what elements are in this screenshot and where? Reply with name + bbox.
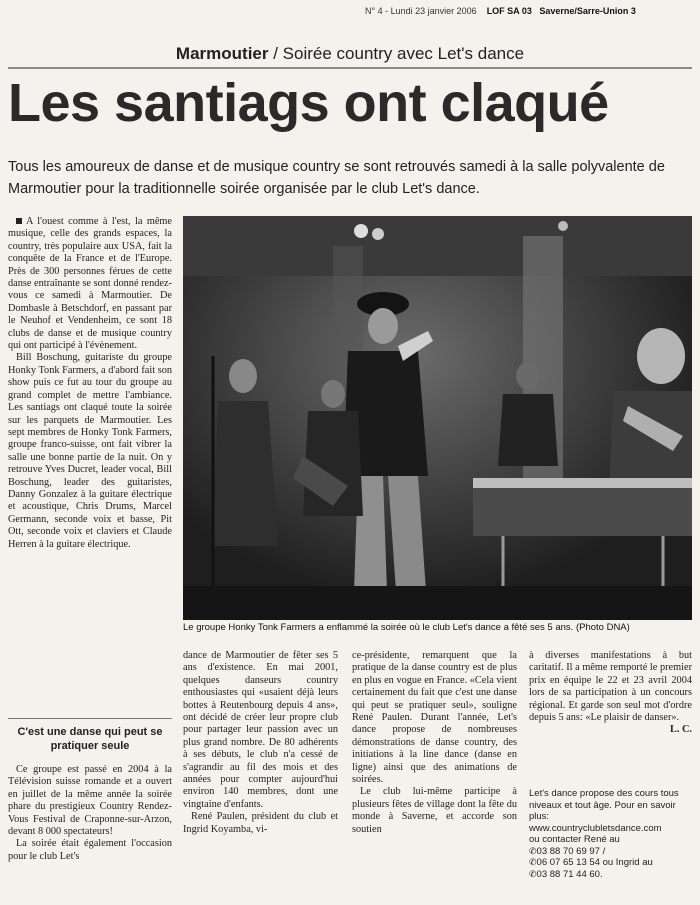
edition-code: LOF SA 03 bbox=[486, 6, 532, 16]
kicker bbox=[0, 44, 700, 64]
paragraph: à diverses manifestations à but caritatif. Il a même remporté le premier prix en équipe le 22 et 23 avril 2004 lors de sa participation à un concours régional. Et garde son seul mot d'ordre depuis 5 ans: «Le plaisir de danser». bbox=[529, 650, 692, 724]
article-column-4 bbox=[529, 650, 692, 737]
paragraph: Ce groupe est passé en 2004 à la Télévision suisse romande et a ouvert en juillet de la même année la soirée phare du prestigieux Country Rendez-Vous Festival de Craponne-sur-Arzon, devant 8 000 spectateurs! bbox=[8, 764, 172, 838]
article-column-3 bbox=[352, 650, 517, 836]
paragraph bbox=[8, 216, 172, 352]
phone-icon: ✆ bbox=[529, 868, 537, 879]
subheading-block bbox=[8, 718, 172, 763]
paragraph: René Paulen, président du club et Ingrid Koyamba, vi- bbox=[183, 811, 338, 835]
lead-paragraph: Tous les amoureux de danse et de musique country se sont retrouvés samedi à la salle polyvalente de Marmoutier pour la traditionnelle soirée organisée par le club Let's dance. bbox=[8, 159, 665, 197]
paragraph: Bill Boschung, guitariste du groupe Honky Tonk Farmers, a d'abord fait son show puis ce fut au tour du groupe au grand complet de mettre l'ambiance. Les santiags ont claqué toute la soirée sur les parquets de Marmoutier. Les sept membres de Honky Tonk Farmers, groupe franco-suisse, ont fait vibrer la salle une bonne partie de la nuit. On y retrouve Yves Ducret, leader vocal, Bill Boschung, leader des guitaristes, Danny Gonzalez à la guitare électrique et acoustique, Chris Drums, Marcel Germann, seconde voix et basse, Pit Ott, seconde voix et claviers et Claude Herren à la guitare électrique. bbox=[8, 352, 172, 550]
section-name: Saverne/Sarre-Union 3 bbox=[539, 6, 636, 16]
phone-line bbox=[529, 857, 692, 869]
subheading: C'est une danse qui peut se pratiquer seule bbox=[17, 726, 163, 752]
phone-icon: ✆ bbox=[529, 845, 537, 856]
issue-date: N° 4 - Lundi 23 janvier 2006 bbox=[365, 6, 477, 16]
article-column-2 bbox=[183, 650, 338, 836]
article-column-1-continued bbox=[8, 764, 172, 863]
paragraph: ce-présidente, remarquent que la pratique de la danse country est de plus en plus en vogue en France. «Cela vient certainement du fait que c'est une danse qui peut se pratiquer seul», souligne René Paulen. Durant l'année, Let's dance propose de nombreuses démonstrations de danse country, des initiations à la line dance (danse en ligne) ainsi que des animations de soirées. bbox=[352, 650, 517, 786]
divider bbox=[8, 67, 692, 69]
band-photo bbox=[183, 216, 692, 620]
paragraph: La soirée était également l'occasion pour le club Let's bbox=[8, 838, 172, 862]
article-column-1 bbox=[8, 216, 172, 551]
phone-line bbox=[529, 869, 692, 881]
phone-number: 03 88 71 44 60. bbox=[536, 868, 603, 880]
phone-number: 06 07 65 13 54 ou Ingrid au bbox=[536, 857, 653, 868]
headline: Les santiags ont claqué bbox=[8, 73, 609, 133]
photo-caption bbox=[183, 622, 692, 633]
photo-credit: (Photo DNA) bbox=[575, 622, 630, 633]
phone-icon: ✆ bbox=[529, 857, 537, 867]
author-signature: L. C. bbox=[669, 724, 692, 736]
phone-number: 03 88 70 69 97 / bbox=[536, 845, 606, 857]
caption-text: Le groupe Honky Tonk Farmers a enflammé la soirée où le club Let's dance a fêté ses 5 ans. bbox=[183, 622, 574, 633]
kicker-place: Marmoutier bbox=[175, 44, 269, 63]
square-bullet-icon bbox=[16, 218, 22, 224]
page-header bbox=[365, 6, 695, 16]
band-photo-illustration bbox=[183, 216, 692, 620]
info-text: Let's dance propose des cours tous niveaux et tout âge. Pour en savoir plus: bbox=[529, 788, 679, 822]
contact-text: ou contacter René au bbox=[529, 834, 620, 845]
kicker-topic: Soirée country avec Let's dance bbox=[282, 44, 525, 63]
website-link: www.countryclubletsdance.com bbox=[529, 822, 662, 834]
paragraph: Le club lui-même participe à plusieurs fêtes de village dont la fête du monde à Saverne, et accorde son soutien bbox=[352, 786, 517, 835]
paragraph: dance de Marmoutier de fêter ses 5 ans d'existence. En mai 2001, quelques danseurs country enthousiastes qui «usaient déjà leurs bottes à Reutenbourg depuis 4 ans», ont décidé de créer leur propre club pour partager leur passion avec un plus grand nombre. De 80 adhérents à ses débuts, le club n'a cessé de s'agrandir au fil des mois et des années pour compter aujourd'hui environ 140 membres, dont une vingtaine d'enfants. bbox=[183, 650, 338, 810]
phone-line bbox=[529, 846, 692, 858]
kicker-separator: / bbox=[268, 44, 283, 63]
paragraph-text: A l'ouest comme à l'est, la même musique, celle des grands espaces, la country, très populaire aux USA, fait la conquête de la France et de l'Europe. Près de 300 personnes férues de cette danse entraînante se sont donné rendez-vous ce samedi à Marmoutier. De Dombasle à Betschdorf, en passant par le Neuhof et Vendenheim, ce sont 18 clubs de danse et de musique country qui ont participé à l'évènement. bbox=[8, 216, 172, 352]
info-box bbox=[529, 788, 692, 880]
